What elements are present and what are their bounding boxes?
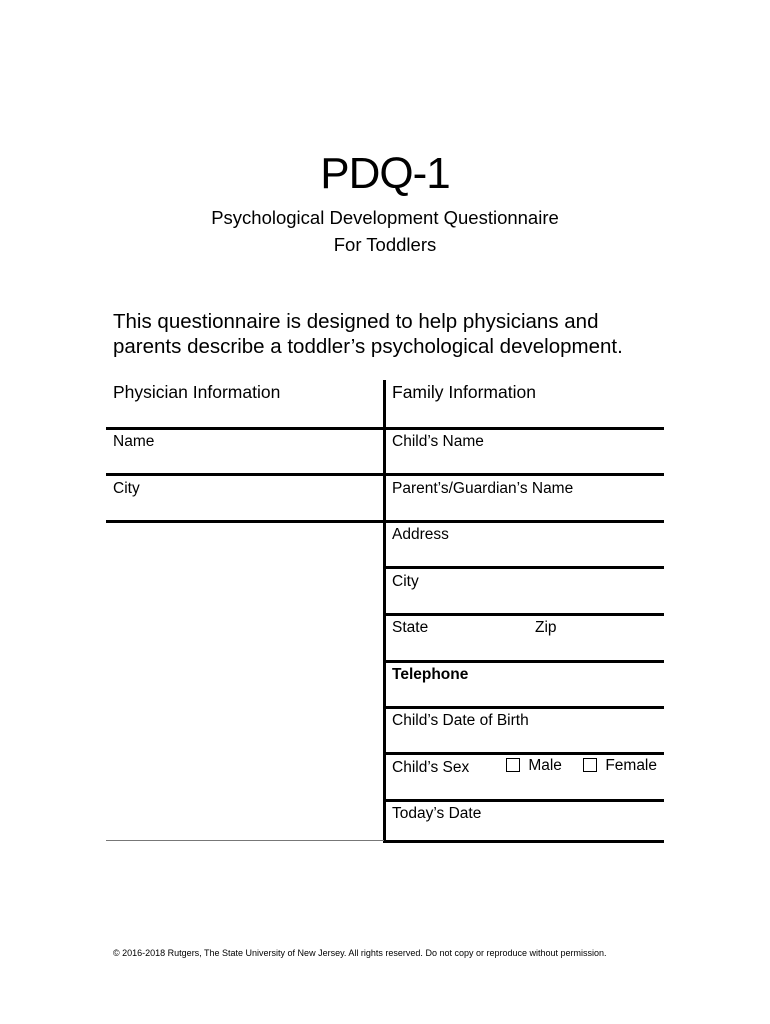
- female-checkbox[interactable]: [583, 758, 597, 772]
- family-info-heading: Family Information: [392, 382, 536, 402]
- todays-date-field[interactable]: Today’s Date: [392, 805, 482, 822]
- child-sex-label: Child’s Sex: [392, 759, 470, 776]
- address-field[interactable]: Address: [392, 526, 449, 543]
- intro-text-line-1: This questionnaire is designed to help physicians and: [113, 310, 599, 333]
- physician-city-field[interactable]: City: [113, 480, 140, 497]
- female-option[interactable]: [583, 758, 657, 774]
- row-divider: [106, 520, 664, 523]
- child-name-field[interactable]: Child’s Name: [392, 433, 484, 450]
- physician-info-heading: Physician Information: [113, 382, 281, 402]
- telephone-field[interactable]: Telephone: [392, 666, 469, 683]
- row-divider: [384, 660, 664, 663]
- row-divider: [384, 613, 664, 616]
- zip-field[interactable]: Zip: [535, 619, 557, 636]
- row-divider: [384, 799, 664, 802]
- copyright-footer: © 2016-2018 Rutgers, The State University of New Jersey. All rights reserved. Do not copy or reproduce without permission.: [113, 948, 607, 958]
- form-subtitle: Psychological Development Questionnaire: [211, 207, 559, 228]
- form-subtitle-audience: For Toddlers: [333, 234, 437, 255]
- row-divider: [106, 840, 384, 841]
- female-label: Female: [605, 757, 657, 774]
- row-divider: [384, 840, 664, 843]
- intro-text-line-2: parents describe a toddler’s psychological development.: [113, 335, 623, 358]
- form-title: PDQ-1: [320, 149, 450, 198]
- male-label: Male: [528, 757, 562, 774]
- male-checkbox[interactable]: [506, 758, 520, 772]
- row-divider: [384, 706, 664, 709]
- state-field[interactable]: State: [392, 619, 429, 636]
- row-divider: [384, 566, 664, 569]
- physician-name-field[interactable]: Name: [113, 433, 155, 450]
- male-option[interactable]: [506, 758, 562, 774]
- row-divider: [106, 427, 664, 430]
- family-city-field[interactable]: City: [392, 573, 419, 590]
- row-divider: [106, 473, 664, 476]
- date-of-birth-field[interactable]: Child’s Date of Birth: [392, 712, 529, 729]
- column-divider: [383, 380, 386, 843]
- row-divider: [384, 752, 664, 755]
- guardian-name-field[interactable]: Parent’s/Guardian’s Name: [392, 480, 574, 497]
